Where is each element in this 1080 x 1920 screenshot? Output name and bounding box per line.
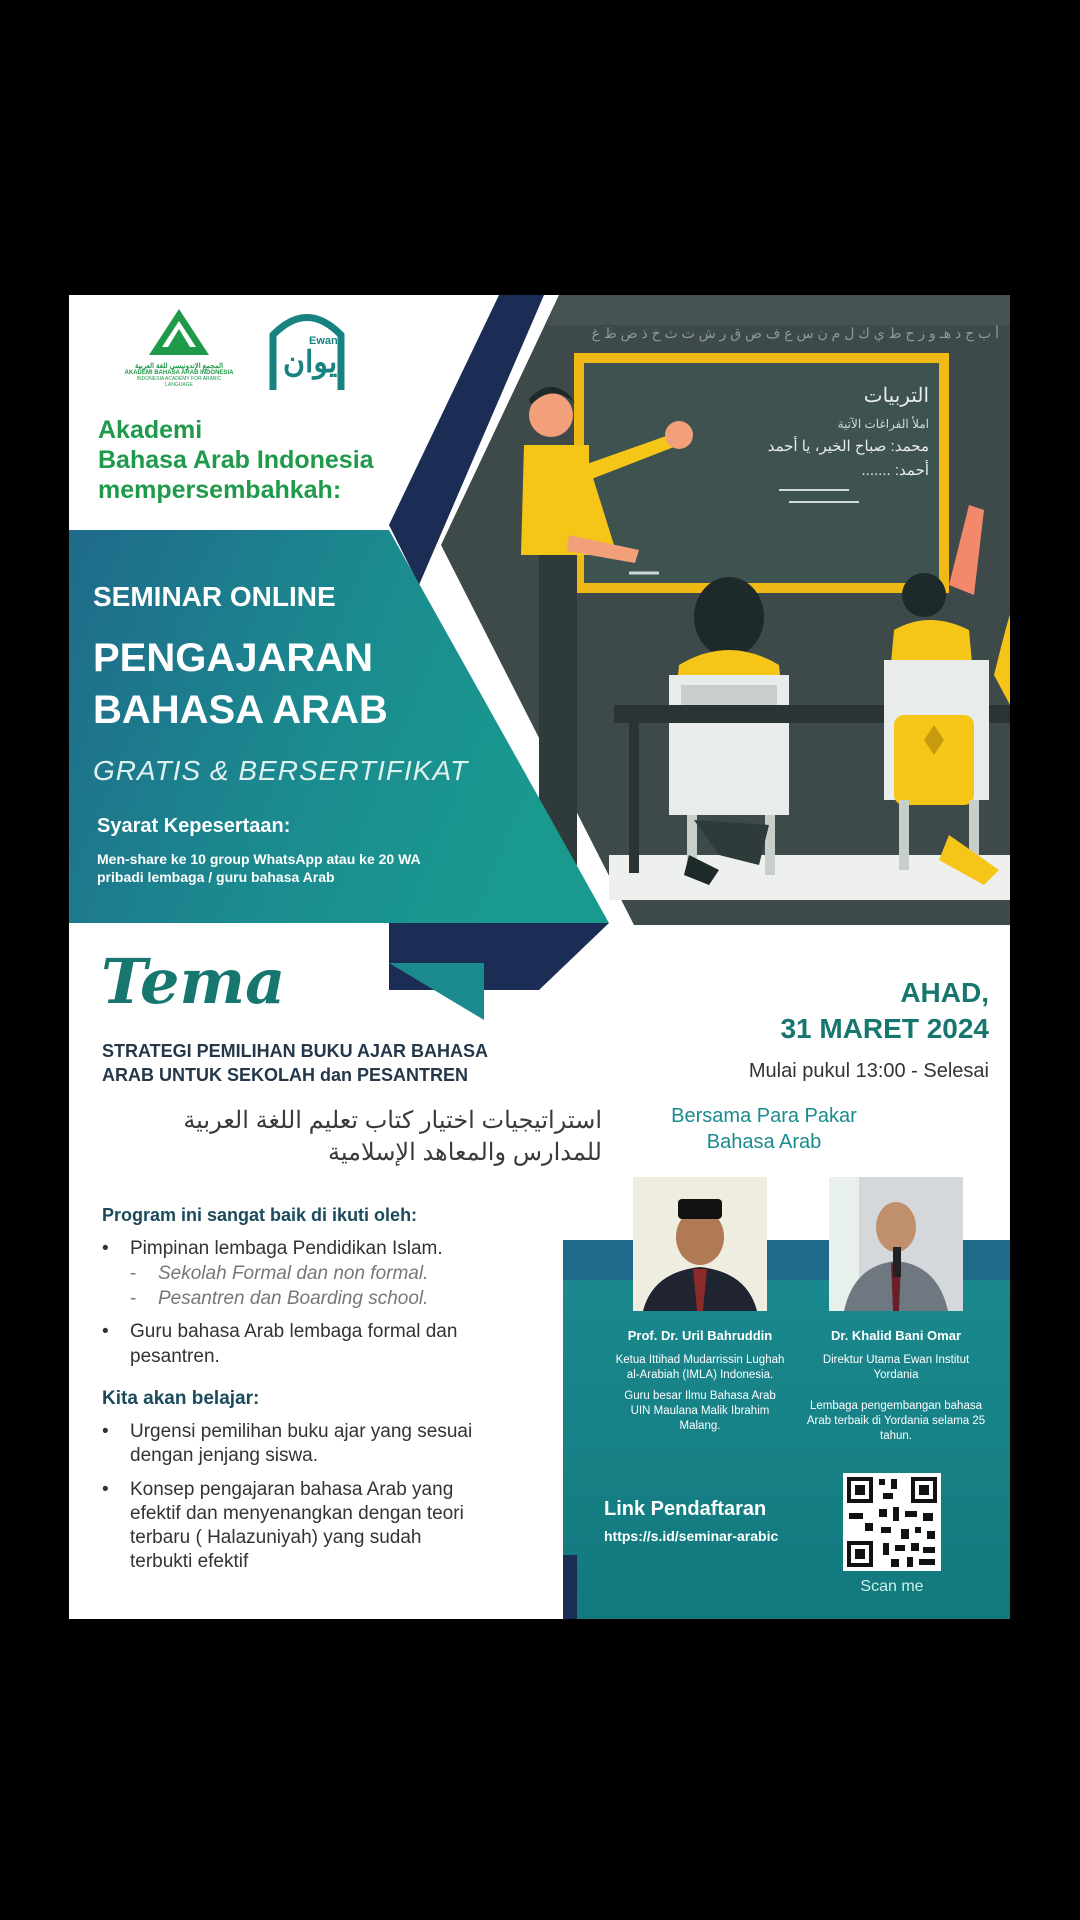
ewan-logo: Ewan إيوان [265, 305, 349, 395]
speaker-1-desc: Ketua Ittihad Mudarrissin Lughah al-Arabiah (IMLA) Indonesia. Guru besar Ilmu Bahasa Arab UIN Maulana Malik Ibrahim Malang. [615, 1354, 785, 1432]
list-item: - Pesantren dan Boarding school. [130, 1286, 582, 1311]
theme-arabic: استراتيجيات اختيار كتاب تعليم اللغة العربية للمدارس والمعاهد الإسلامية [183, 1107, 602, 1166]
list-item: • Guru bahasa Arab lembaga formal dan pesantren. [102, 1319, 582, 1369]
list-item: - Sekolah Formal dan non formal. [130, 1261, 582, 1286]
requirements-title: Syarat Kepesertaan: [97, 815, 291, 837]
board-title: التربيات [863, 385, 929, 407]
board-line-3: أحمد: ....... [861, 462, 929, 479]
list-item: • Konsep pengajaran bahasa Arab yang efektif dan menyenangkan dengan teori terbaru ( Halazuniyah) yang sudah terbukti efektif [102, 1478, 582, 1574]
seminar-title: PENGAJARAN BAHASA ARAB [93, 636, 388, 732]
theme-title: STRATEGI PEMILIHAN BUKU AJAR BAHASA ARAB UNTUK SEKOLAH dan PESANTREN [102, 1041, 489, 1085]
akademi-logo-icon [144, 307, 214, 357]
speaker-1-name: Prof. Dr. Uril Bahruddin [627, 1328, 773, 1343]
list-item: • Pimpinan lembaga Pendidikan Islam. [102, 1236, 582, 1261]
audience-heading: Program ini sangat baik di ikuti oleh: [102, 1205, 418, 1225]
qr-code[interactable] [843, 1473, 941, 1571]
speaker-2-desc: Direktur Utama Ewan Institut Yordania Lembaga pengembangan bahasa Arab terbaik di Yordania selama 25 tahun. [806, 1354, 986, 1442]
requirements-text: Men-share ke 10 group WhatsApp atau ke 20 WA pribadi lembaga / guru bahasa Arab [97, 851, 421, 885]
event-date: AHAD, 31 MARET 2024 [780, 977, 989, 1044]
seminar-poster [69, 295, 1010, 1619]
theme-heading: Tema [101, 945, 286, 1018]
event-with: Bersama Para Pakar Bahasa Arab [671, 1105, 857, 1153]
speaker-2-name: Dr. Khalid Bani Omar [830, 1328, 962, 1343]
board-line-1: املأ الفراغات الآتية [837, 417, 929, 431]
alphabet-strip: أ ب ج د هـ و ز ح ط ي ك ل م ن س ع ف ص ق ر ش ت ث خ ذ ض ظ غ [591, 325, 999, 341]
tagline: GRATIS & BERSERTIFIKAT [93, 755, 469, 786]
akademi-logo: المجمع الإندونيسي للغة العربية AKADEMI BAHASA ARAB INDONESIA INDONESIA ACADEMY FOR ARABIC LANGUAGE [124, 307, 234, 392]
list-item: • Urgensi pemilihan buku ajar yang sesuai dengan jenjang siswa. [102, 1420, 582, 1468]
learn-heading: Kita akan belajar: [102, 1388, 260, 1409]
event-time: Mulai pukul 13:00 - Selesai [748, 1060, 989, 1082]
speaker-2-photo [829, 1177, 963, 1311]
audience-list [102, 1236, 582, 1369]
registration-label: Link Pendaftaran [604, 1498, 767, 1520]
registration-link[interactable]: https://s.id/seminar-arabic [604, 1528, 779, 1544]
seminar-kicker: SEMINAR ONLINE [93, 581, 336, 612]
presenter-text: Akademi Bahasa Arab Indonesia mempersembahkah: [98, 416, 374, 504]
board-line-2: محمد: صباح الخير، يا أحمد [767, 438, 929, 455]
speaker-1-photo [633, 1177, 767, 1311]
scan-me-label: Scan me [860, 1578, 924, 1595]
learn-list [102, 1420, 582, 1574]
